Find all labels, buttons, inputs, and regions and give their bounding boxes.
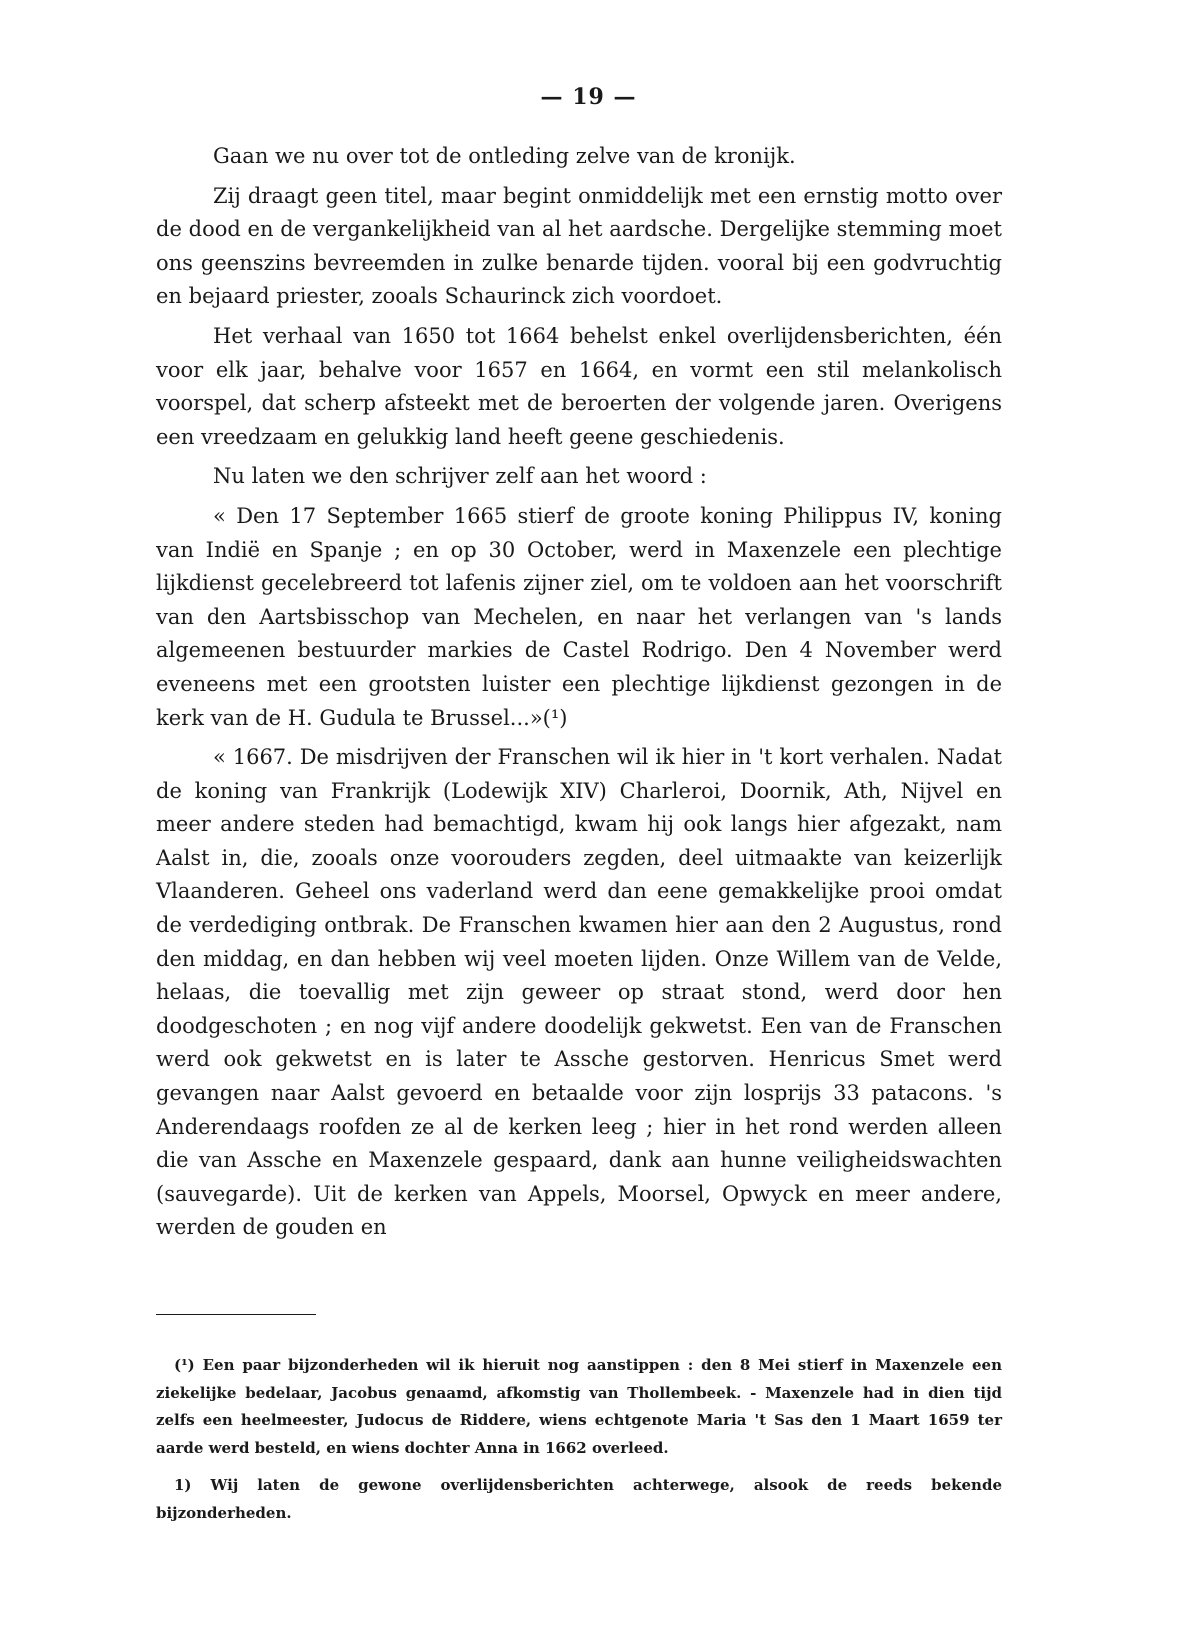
footnote-1: (¹) Een paar bijzonderheden wil ik hieruit nog aanstippen : den 8 Mei stierf in Maxenzele een ziekelijke bedelaar, Jacobus genaamd, afkomstig van Thollembeek. - Maxenzele had in dien tijd zelfs een heelmeester, Judocus de Riddere, wiens echtgenote Maria 't Sas den 1 Maart 1659 ter aarde werd besteld, en wiens dochter Anna in 1662 overleed. — [156, 1356, 1002, 1457]
paragraph-author-word: Nu laten we den schrijver zelf aan het woord : — [213, 464, 707, 489]
footnote-divider — [156, 1314, 316, 1315]
paragraph-intro: Gaan we nu over tot de ontleding zelve van de kronijk. — [213, 144, 796, 168]
page-number: — 19 — — [540, 84, 637, 110]
body-text — [156, 140, 1002, 1251]
paragraph-quote-1665: « Den 17 September 1665 stierf de groote koning Philippus IV, koning van Indië en Spanje ; en op 30 October, werd in Maxenzele een plechtige lijkdienst gecelebreerd tot lafenis zijner ziel, om te voldoen aan het voorschrift van den Aartsbisschop van Mechelen, en naar het verlangen van 's lands algemeenen bestuurder markies de Castel Rodrigo. Den 4 November werd eveneens met een grootsten luister een plechtige lijkdienst gezongen in de kerk van de H. Gudula te Brussel...»(¹) — [156, 503, 1002, 730]
paragraph-title-motto: Zij draagt geen titel, maar begint onmiddelijk met een ernstig motto over de dood en de vergankelijkheid van al het aardsche. Dergelijke stemming moet ons geenszins bevreemden in zulke benarde tijden. vooral bij een godvruchtig en bejaard priester, zooals Schaurinck zich voordoet. — [156, 183, 1002, 309]
footnote-2: 1) Wij laten de gewone overlijdensberichten achterwege, alsook de reeds bekende bijzonderheden. — [156, 1476, 1002, 1522]
footnotes — [156, 1352, 1002, 1537]
paragraph-death-notices: Het verhaal van 1650 tot 1664 behelst enkel overlijdensberichten, één voor elk jaar, behalve voor 1657 en 1664, en vormt een stil melankolisch voorspel, dat scherp afsteekt met de beroerten der volgende jaren. Overigens een vreedzaam en gelukkig land heeft geene geschiedenis. — [156, 323, 1002, 449]
paragraph-quote-1667: « 1667. De misdrijven der Franschen wil ik hier in 't kort verhalen. Nadat de koning van Frankrijk (Lodewijk XIV) Charleroi, Doornik, Ath, Nijvel en meer andere steden had bemachtigd, kwam hij ook langs hier afgezakt, nam Aalst in, die, zooals onze voorouders zegden, deel uitmaakte van keizerlijk Vlaanderen. Geheel ons vaderland werd dan eene gemakkelijke prooi omdat de verdediging ontbrak. De Franschen kwamen hier aan den 2 Augustus, rond den middag, en dan hebben wij veel moeten lijden. Onze Willem van de Velde, helaas, die toevallig met zijn geweer op straat stond, werd door hen doodgeschoten ; en nog vijf andere doodelijk gekwetst. Een van de Franschen werd ook gekwetst en is later te Assche gestorven. Henricus Smet werd gevangen naar Aalst gevoerd en betaalde voor zijn losprijs 33 patacons. 's Anderendaags roofden ze al de kerken leeg ; hier in het rond werden alleen die van Assche en Maxenzele gespaard, dank aan hunne veiligheidswachten (sauvegarde). Uit de kerken van Appels, Moorsel, Opwyck en meer andere, werden de gouden en — [156, 745, 1002, 1240]
